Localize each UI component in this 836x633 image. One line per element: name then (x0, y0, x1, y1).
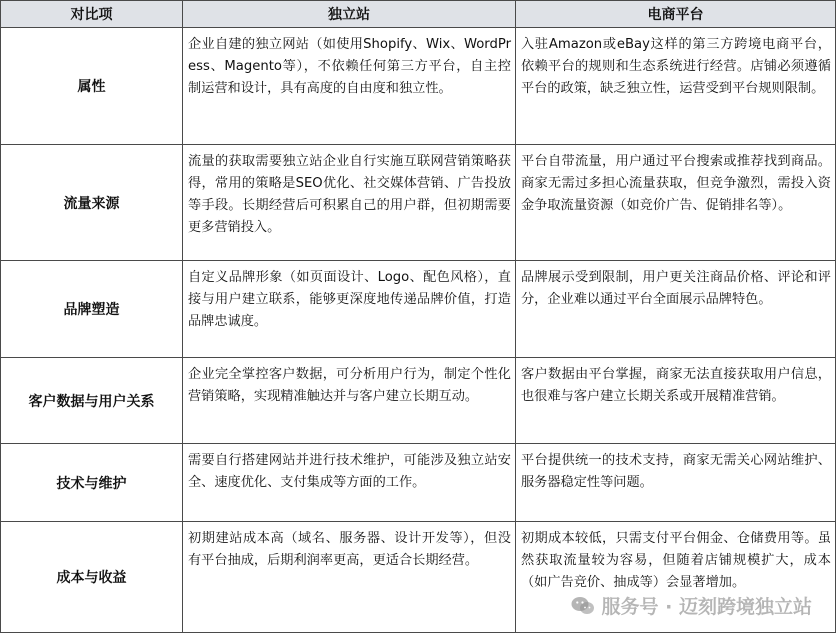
independent-site-cell: 需要自行搭建网站并进行技术维护，可能涉及独立站安全、速度优化、支付集成等方面的工作。 (183, 444, 516, 522)
header-independent-site: 独立站 (183, 1, 516, 28)
header-compare-item: 对比项 (1, 1, 183, 28)
table-row (1, 145, 836, 261)
independent-site-cell: 自定义品牌形象（如页面设计、Logo、配色风格），直接与用户建立联系，能够更深度地传递品牌价值，打造品牌忠诚度。 (183, 261, 516, 358)
table-row (1, 28, 836, 145)
row-label: 技术与维护 (1, 444, 183, 522)
table-row (1, 522, 836, 633)
independent-site-cell: 企业完全掌控客户数据，可分析用户行为，制定个性化营销策略，实现精准触达并与客户建立长期互动。 (183, 358, 516, 444)
row-label: 品牌塑造 (1, 261, 183, 358)
watermark-text: 服务号 · 迈刻跨境独立站 (601, 596, 812, 618)
header-row (1, 1, 836, 28)
row-label: 成本与收益 (1, 522, 183, 633)
table-row (1, 444, 836, 522)
independent-site-cell: 初期建站成本高（域名、服务器、设计开发等），但没有平台抽成，后期利润率更高，更适合长期经营。 (183, 522, 516, 633)
row-label: 属性 (1, 28, 183, 145)
independent-site-cell: 企业自建的独立网站（如使用Shopify、Wix、WordPress、Magento等），不依赖任何第三方平台，自主控制运营和设计，具有高度的自由度和独立性。 (183, 28, 516, 145)
platform-cell: 平台提供统一的技术支持，商家无需关心网站维护、服务器稳定性等问题。 (516, 444, 836, 522)
table-row (1, 358, 836, 444)
platform-cell: 入驻Amazon或eBay这样的第三方跨境电商平台，依赖平台的规则和生态系统进行经营。店铺必须遵循平台的政策，缺乏独立性，运营受到平台规则限制。 (516, 28, 836, 145)
platform-cell: 平台自带流量，用户通过平台搜索或推荐找到商品。商家无需过多担心流量获取，但竞争激烈，需投入资金争取流量资源（如竞价广告、促销排名等）。 (516, 145, 836, 261)
independent-site-cell: 流量的获取需要独立站企业自行实施互联网营销策略获得，常用的策略是SEO优化、社交媒体营销、广告投放等手段。长期经营后可积累自己的用户群，但初期需要更多营销投入。 (183, 145, 516, 261)
header-ecommerce-platform: 电商平台 (516, 1, 836, 28)
row-label: 流量来源 (1, 145, 183, 261)
platform-cell: 品牌展示受到限制，用户更关注商品价格、评论和评分，企业难以通过平台全面展示品牌特色。 (516, 261, 836, 358)
row-label: 客户数据与用户关系 (1, 358, 183, 444)
platform-cell: 客户数据由平台掌握，商家无法直接获取用户信息，也很难与客户建立长期关系或开展精准营销。 (516, 358, 836, 444)
table-row (1, 261, 836, 358)
platform-cell: 初期成本较低，只需支付平台佣金、仓储费用等。虽然获取流量较为容易，但随着店铺规模扩大，成本（如广告竞价、抽成等）会显著增加。 (516, 522, 836, 633)
